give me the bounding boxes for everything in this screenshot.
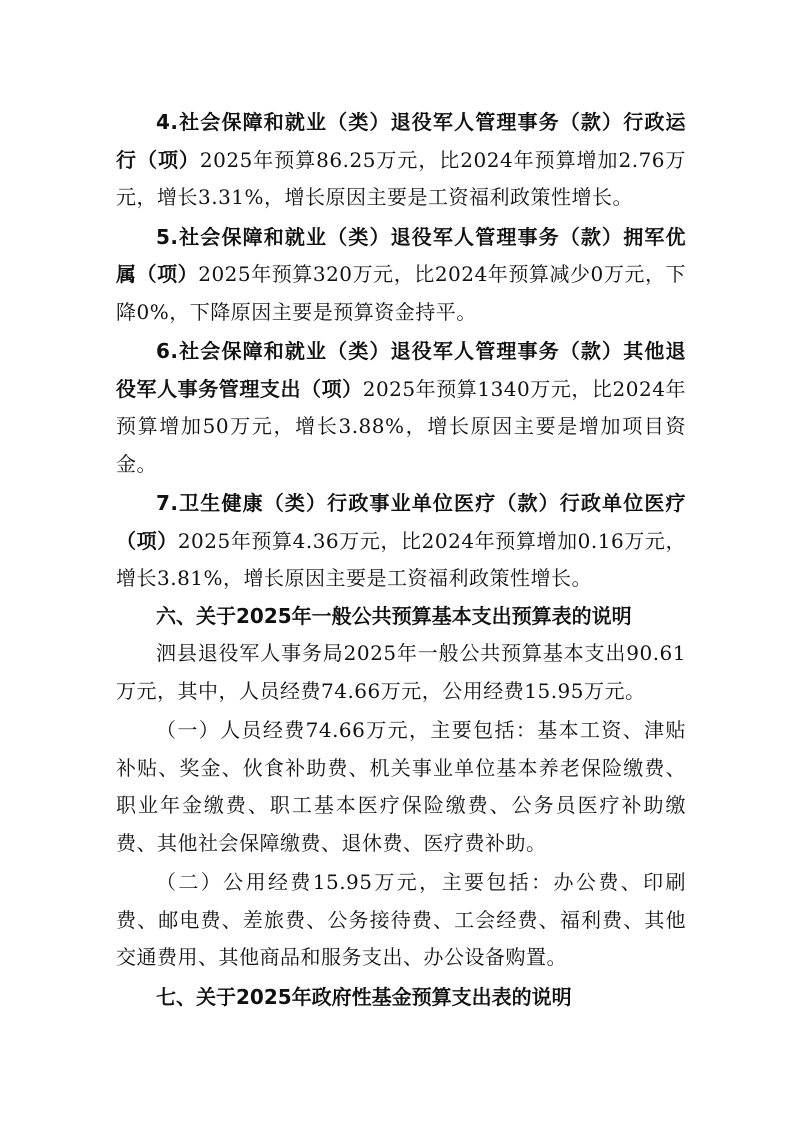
page-content	[116, 104, 686, 1016]
item-5-title: 5.社会保障和就业（类）退役军人管理事务（款）拥军优属（项）	[116, 224, 686, 286]
item-7-paragraph	[116, 485, 686, 598]
item-6-paragraph	[116, 333, 686, 483]
section-6-heading: 六、关于2025年一般公共预算基本支出预算表的说明	[156, 603, 632, 628]
item-6-text: 2025年预算1340万元，比2024年预算增加50万元，增长3.88%，增长原因主要是增加项目资金。	[116, 376, 687, 476]
section-6-public: （二）公用经费15.95万元，主要包括：办公费、印刷费、邮电费、差旅费、公务接待费、工会经费、福利费、其他交通费用、其他商品和服务支出、办公设备购置。	[116, 870, 686, 969]
item-5-text: 2025年预算320万元，比2024年预算减少0万元，下降0%，下降原因主要是预算资金持平。	[116, 262, 687, 324]
section-7-heading: 七、关于2025年政府性基金预算支出表的说明	[156, 984, 572, 1009]
section-6-intro: 泗县退役军人事务局2025年一般公共预算基本支出90.61万元，其中，人员经费74.66万元，公用经费15.95万元。	[116, 641, 686, 703]
section-6-personnel: （一）人员经费74.66万元，主要包括：基本工资、津贴补贴、奖金、伙食补助费、机关事业单位基本养老保险缴费、职业年金缴费、职工基本医疗保险缴费、公务员医疗补助缴费、其他社会保障缴费、退休费、医疗费补助。	[116, 718, 686, 855]
item-6-title: 6.社会保障和就业（类）退役军人管理事务（款）其他退役军人事务管理支出（项）	[116, 339, 686, 401]
item-4-text: 2025年预算86.25万元，比2024年预算增加2.76万元，增长3.31%，增长原因主要是工资福利政策性增长。	[116, 147, 686, 209]
item-4-title: 4.社会保障和就业（类）退役军人管理事务（款）行政运行（项）	[116, 110, 686, 172]
item-4-paragraph	[116, 104, 686, 217]
item-7-title: 7.卫生健康（类）行政事业单位医疗（款）行政单位医疗（项）	[116, 491, 686, 553]
item-5-paragraph	[116, 219, 686, 332]
item-7-text: 2025年预算4.36万元，比2024年预算增加0.16万元，增长3.81%，增长原因主要是工资福利政策性增长。	[116, 528, 687, 590]
